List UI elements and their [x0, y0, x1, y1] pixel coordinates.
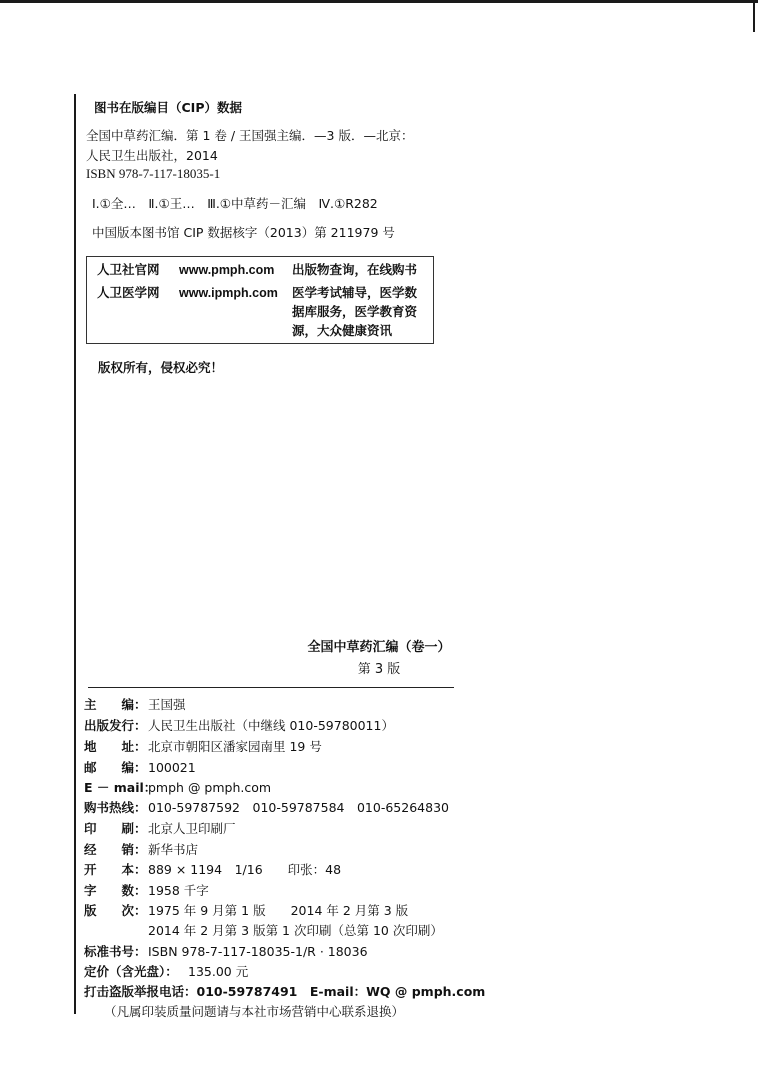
colophon-label-wordcount: 字 数：: [84, 883, 147, 898]
colophon-label-isbn: 标准书号：: [84, 944, 147, 959]
publisher-ad-box: [86, 256, 434, 344]
cip-library-number: 中国版本图书馆 CIP 数据核字（2013）第 211979 号: [92, 225, 395, 240]
cip-title: 图书在版编目（CIP）数据: [94, 100, 242, 115]
cip-classification: Ⅰ.①全… Ⅱ.①王… Ⅲ.①中草药－汇编 Ⅳ.①R282: [92, 196, 378, 211]
colophon-label-format: 开 本：: [84, 862, 147, 877]
colophon-label-address: 地 址：: [84, 739, 147, 754]
quality-return-note: （凡属印装质量问题请与本社市场营销中心联系退换）: [104, 1004, 405, 1019]
colophon-value-hotline: 010-59787592 010-59787584 010-65264830: [148, 800, 449, 815]
colophon-separator: [88, 687, 454, 688]
colophon-value-postcode: 100021: [148, 760, 196, 775]
colophon-value-isbn: ISBN 978-7-117-18035-1/R · 18036: [148, 944, 368, 959]
ad-site1-url[interactable]: www.pmph.com: [179, 263, 275, 277]
cip-line-1: 全国中草药汇编．第 1 卷 / 王国强主编．—3 版．—北京：: [86, 128, 414, 143]
colophon-label-distributor: 经 销：: [84, 842, 147, 857]
colophon-label-publisher: 出版发行：: [84, 718, 147, 733]
book-title: 全国中草药汇编（卷一）: [307, 640, 451, 655]
colophon-value-email: pmph @ pmph.com: [148, 780, 272, 795]
ad-site1-label: 人卫社官网: [97, 262, 160, 277]
ad-site2-label: 人卫医学网: [97, 285, 160, 300]
colophon-label-email: E － mail：: [84, 780, 157, 795]
ad-service-line: 医学考试辅导，医学数: [292, 285, 418, 300]
colophon-label-edition: 版 次：: [84, 903, 147, 918]
colophon-value-printing: 2014 年 2 月第 3 版第 1 次印刷（总第 10 次印刷）: [148, 923, 443, 938]
copyright-notice: 版权所有，侵权必究！: [98, 360, 224, 375]
colophon-value-edition: 1975 年 9 月第 1 版 2014 年 2 月第 3 版: [148, 903, 409, 918]
colophon-value-address: 北京市朝阳区潘家园南里 19 号: [148, 739, 322, 754]
colophon-value-distributor: 新华书店: [148, 842, 199, 857]
left-margin-rule: [74, 94, 76, 1014]
colophon-value-editor: 王国强: [148, 697, 186, 712]
ad-site2-url[interactable]: www.ipmph.com: [179, 286, 278, 300]
book-edition: 第 3 版: [357, 662, 401, 677]
colophon-label-price: 定价（含光盘）：: [84, 964, 178, 979]
cip-line-2: 人民卫生出版社，2014: [86, 148, 218, 163]
colophon-value-format: 889 × 1194 1/16 印张：48: [148, 862, 342, 877]
colophon-label-postcode: 邮 编：: [84, 760, 147, 775]
cip-isbn: ISBN 978-7-117-18035-1: [86, 166, 221, 181]
ad-service-line: 据库服务，医学教育资: [292, 304, 418, 319]
colophon-label-editor: 主 编：: [84, 697, 147, 712]
colophon-label-printer: 印 刷：: [84, 821, 147, 836]
ad-service-line: 出版物查询，在线购书: [292, 262, 418, 277]
colophon-label-hotline: 购书热线：: [84, 800, 147, 815]
piracy-report-line: 打击盗版举报电话：010-59787491 E-mail：WQ @ pmph.com: [84, 984, 486, 999]
colophon-value-printer: 北京人卫印刷厂: [148, 821, 236, 836]
colophon-value-wordcount: 1958 千字: [148, 883, 209, 898]
ad-service-line: 源，大众健康资讯: [292, 323, 393, 338]
page-right-edge: [753, 0, 755, 32]
page-top-edge: [0, 0, 758, 3]
colophon-value-publisher: 人民卫生出版社（中继线 010-59780011）: [148, 718, 394, 733]
colophon-value-price: 135.00 元: [188, 964, 249, 979]
